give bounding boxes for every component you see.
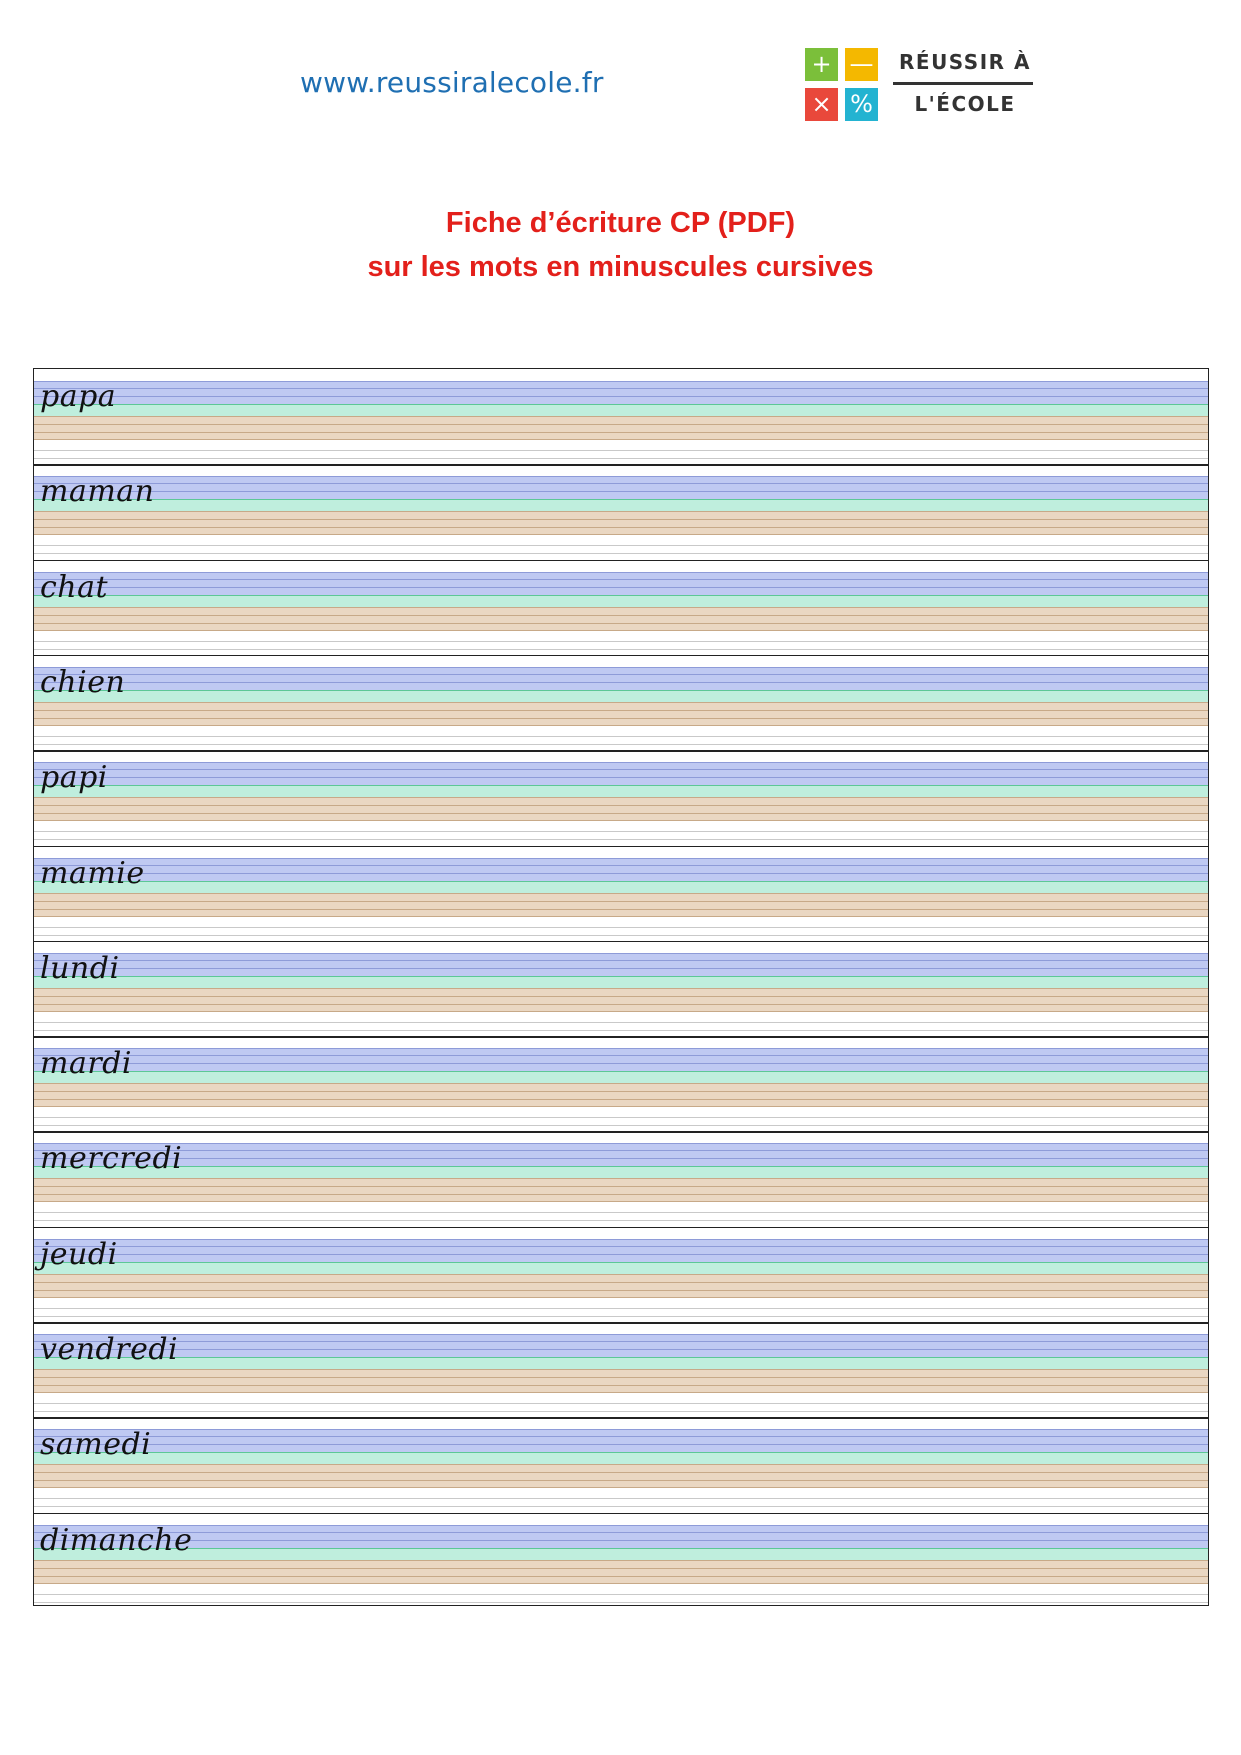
ruling-line (34, 553, 1208, 554)
ruling-line (34, 1506, 1208, 1507)
ruling-line (34, 1274, 1208, 1275)
cursive-word: lundi (40, 950, 120, 986)
writing-band (34, 1513, 1208, 1606)
band-separator (34, 1131, 1208, 1133)
zone-green (34, 976, 1208, 988)
ruling-line (34, 404, 1208, 405)
band-separator (34, 1513, 1208, 1515)
zone-blue (34, 1334, 1208, 1357)
ruling-line (34, 1186, 1208, 1187)
ruling-line (34, 873, 1208, 874)
ruling-line (34, 881, 1208, 882)
cursive-word: chien (40, 664, 126, 700)
ruling-line (34, 1201, 1208, 1202)
ruling-line (34, 1239, 1208, 1240)
zone-blue (34, 1525, 1208, 1548)
zone-tan (34, 1178, 1208, 1201)
ruling-line (34, 1083, 1208, 1084)
ruling-line (34, 865, 1208, 866)
ruling-line (34, 1158, 1208, 1159)
logo-text-line2: L'ÉCOLE (914, 92, 1016, 116)
ruling-line (34, 702, 1208, 703)
zone-green (34, 1166, 1208, 1178)
ruling-line (34, 1436, 1208, 1437)
ruling-line (34, 641, 1208, 642)
ruling-line (34, 935, 1208, 936)
ruling-line (34, 1063, 1208, 1064)
ruling-line (34, 1540, 1208, 1541)
cursive-word: vendredi (40, 1332, 179, 1367)
ruling-line (34, 595, 1208, 596)
zone-blue (34, 858, 1208, 881)
cursive-word: mardi (40, 1046, 132, 1082)
ruling-line (34, 1091, 1208, 1092)
zone-tan (34, 797, 1208, 820)
zone-blue (34, 381, 1208, 404)
zone-green (34, 1071, 1208, 1083)
cursive-word: papa (40, 379, 117, 414)
cursive-word: papi (40, 760, 108, 796)
zone-tan (34, 416, 1208, 439)
zone-tan (34, 702, 1208, 725)
ruling-line (34, 1004, 1208, 1005)
ruling-line (34, 1334, 1208, 1335)
zone-green (34, 785, 1208, 797)
ruling-line (34, 1262, 1208, 1263)
band-separator (34, 1322, 1208, 1324)
ruling-line (34, 450, 1208, 451)
zone-green (34, 595, 1208, 607)
zone-tan (34, 1464, 1208, 1487)
zone-blue (34, 953, 1208, 976)
ruling-line (34, 424, 1208, 425)
ruling-line (34, 1048, 1208, 1049)
ruling-line (34, 1150, 1208, 1151)
site-url: www.reussiralecole.fr (300, 66, 604, 99)
zone-green (34, 1548, 1208, 1560)
logo-divider (893, 82, 1033, 85)
ruling-line (34, 416, 1208, 417)
writing-band (34, 369, 1208, 465)
writing-band (34, 1417, 1208, 1513)
writing-band (34, 1036, 1208, 1132)
ruling-line (34, 1220, 1208, 1221)
ruling-line (34, 1532, 1208, 1533)
ruling-line (34, 1125, 1208, 1126)
logo (805, 48, 1035, 122)
ruling-line (34, 953, 1208, 954)
ruling-line (34, 388, 1208, 389)
ruling-line (34, 1055, 1208, 1056)
ruling-line (34, 996, 1208, 997)
ruling-line (34, 762, 1208, 763)
ruling-line (34, 1071, 1208, 1072)
cursive-word: dimanche (40, 1522, 193, 1558)
zone-blue (34, 1239, 1208, 1262)
ruling-line (34, 1212, 1208, 1213)
band-separator (34, 941, 1208, 943)
zone-green (34, 690, 1208, 702)
ruling-line (34, 909, 1208, 910)
ruling-line (34, 1525, 1208, 1526)
ruling-line (34, 476, 1208, 477)
ruling-line (34, 831, 1208, 832)
ruling-line (34, 579, 1208, 580)
ruling-line (34, 744, 1208, 745)
page-subtitle: sur les mots en minuscules cursives (367, 251, 874, 283)
ruling-line (34, 710, 1208, 711)
zone-tan (34, 1369, 1208, 1392)
ruling-line (34, 1385, 1208, 1386)
cursive-word: maman (40, 474, 155, 510)
band-separator (34, 655, 1208, 657)
writing-band (34, 464, 1208, 560)
logo-text-line1: RÉUSSIR À (899, 50, 1031, 74)
band-separator (34, 464, 1208, 466)
writing-sheet (33, 368, 1209, 1606)
ruling-line (34, 1594, 1208, 1595)
ruling-line (34, 960, 1208, 961)
band-separator (34, 750, 1208, 752)
zone-green (34, 499, 1208, 511)
ruling-line (34, 491, 1208, 492)
ruling-line (34, 968, 1208, 969)
ruling-line (34, 858, 1208, 859)
ruling-line (34, 1297, 1208, 1298)
zone-tan (34, 1560, 1208, 1583)
ruling-line (34, 1568, 1208, 1569)
ruling-line (34, 1548, 1208, 1549)
ruling-line (34, 1369, 1208, 1370)
ruling-line (34, 1117, 1208, 1118)
zone-tan (34, 511, 1208, 534)
band-separator (34, 846, 1208, 848)
zone-green (34, 881, 1208, 893)
ruling-line (34, 736, 1208, 737)
plus-icon: + (805, 48, 838, 81)
ruling-line (34, 458, 1208, 459)
writing-band (34, 655, 1208, 751)
ruling-line (34, 718, 1208, 719)
ruling-line (34, 820, 1208, 821)
ruling-line (34, 1308, 1208, 1309)
ruling-line (34, 1560, 1208, 1561)
zone-blue (34, 667, 1208, 690)
ruling-line (34, 927, 1208, 928)
writing-band (34, 846, 1208, 942)
ruling-line (34, 432, 1208, 433)
zone-green (34, 404, 1208, 416)
ruling-line (34, 976, 1208, 977)
ruling-line (34, 1290, 1208, 1291)
ruling-line (34, 1602, 1208, 1603)
ruling-line (34, 1194, 1208, 1195)
writing-band (34, 941, 1208, 1037)
ruling-line (34, 1377, 1208, 1378)
ruling-line (34, 1030, 1208, 1031)
ruling-line (34, 615, 1208, 616)
zone-blue (34, 476, 1208, 499)
ruling-line (34, 1166, 1208, 1167)
band-separator (34, 1036, 1208, 1038)
page-title: Fiche d’écriture CP (PDF) (445, 207, 796, 239)
zone-green (34, 1262, 1208, 1274)
ruling-line (34, 1357, 1208, 1358)
zone-tan (34, 988, 1208, 1011)
ruling-line (34, 572, 1208, 573)
ruling-line (34, 1464, 1208, 1465)
ruling-line (34, 396, 1208, 397)
band-separator (34, 560, 1208, 562)
ruling-line (34, 511, 1208, 512)
zone-blue (34, 1048, 1208, 1071)
ruling-line (34, 682, 1208, 683)
ruling-line (34, 649, 1208, 650)
band-separator (34, 1227, 1208, 1229)
cursive-word: jeudi (40, 1236, 118, 1272)
ruling-line (34, 785, 1208, 786)
writing-band (34, 560, 1208, 656)
ruling-line (34, 1254, 1208, 1255)
zone-blue (34, 1143, 1208, 1166)
ruling-line (34, 630, 1208, 631)
ruling-line (34, 805, 1208, 806)
ruling-line (34, 1341, 1208, 1342)
ruling-line (34, 1583, 1208, 1584)
ruling-line (34, 439, 1208, 440)
zone-blue (34, 762, 1208, 785)
zone-tan (34, 1274, 1208, 1297)
writing-band (34, 1227, 1208, 1323)
ruling-line (34, 499, 1208, 500)
zone-green (34, 1357, 1208, 1369)
ruling-line (34, 1444, 1208, 1445)
ruling-line (34, 901, 1208, 902)
times-icon: × (805, 88, 838, 121)
ruling-line (34, 690, 1208, 691)
ruling-line (34, 893, 1208, 894)
ruling-line (34, 988, 1208, 989)
ruling-line (34, 916, 1208, 917)
ruling-line (34, 1392, 1208, 1393)
ruling-line (34, 607, 1208, 608)
zone-tan (34, 607, 1208, 630)
ruling-line (34, 534, 1208, 535)
writing-band (34, 1131, 1208, 1227)
ruling-line (34, 1246, 1208, 1247)
cursive-word: mamie (40, 855, 145, 891)
ruling-line (34, 1429, 1208, 1430)
cursive-word: chat (40, 569, 109, 605)
ruling-line (34, 1576, 1208, 1577)
minus-icon: — (845, 48, 878, 81)
zone-tan (34, 893, 1208, 916)
writing-band (34, 1322, 1208, 1418)
ruling-line (34, 777, 1208, 778)
cursive-word: mercredi (40, 1141, 183, 1177)
zone-blue (34, 1429, 1208, 1452)
ruling-line (34, 545, 1208, 546)
ruling-line (34, 623, 1208, 624)
ruling-line (34, 667, 1208, 668)
ruling-line (34, 381, 1208, 382)
ruling-line (34, 1143, 1208, 1144)
ruling-line (34, 1099, 1208, 1100)
ruling-line (34, 839, 1208, 840)
ruling-line (34, 1349, 1208, 1350)
band-separator (34, 1417, 1208, 1419)
ruling-line (34, 1452, 1208, 1453)
ruling-line (34, 725, 1208, 726)
ruling-line (34, 483, 1208, 484)
ruling-line (34, 1178, 1208, 1179)
ruling-line (34, 769, 1208, 770)
ruling-line (34, 674, 1208, 675)
ruling-line (34, 1403, 1208, 1404)
cursive-word: samedi (40, 1427, 152, 1463)
ruling-line (34, 1022, 1208, 1023)
ruling-line (34, 1472, 1208, 1473)
ruling-line (34, 1498, 1208, 1499)
writing-band (34, 750, 1208, 846)
ruling-line (34, 1106, 1208, 1107)
percent-icon: % (845, 88, 878, 121)
ruling-line (34, 1011, 1208, 1012)
ruling-line (34, 813, 1208, 814)
ruling-line (34, 1282, 1208, 1283)
ruling-line (34, 519, 1208, 520)
ruling-line (34, 1487, 1208, 1488)
ruling-line (34, 797, 1208, 798)
zone-green (34, 1452, 1208, 1464)
zone-blue (34, 572, 1208, 595)
ruling-line (34, 1480, 1208, 1481)
zone-tan (34, 1083, 1208, 1106)
ruling-line (34, 527, 1208, 528)
ruling-line (34, 587, 1208, 588)
ruling-line (34, 1411, 1208, 1412)
ruling-line (34, 1316, 1208, 1317)
